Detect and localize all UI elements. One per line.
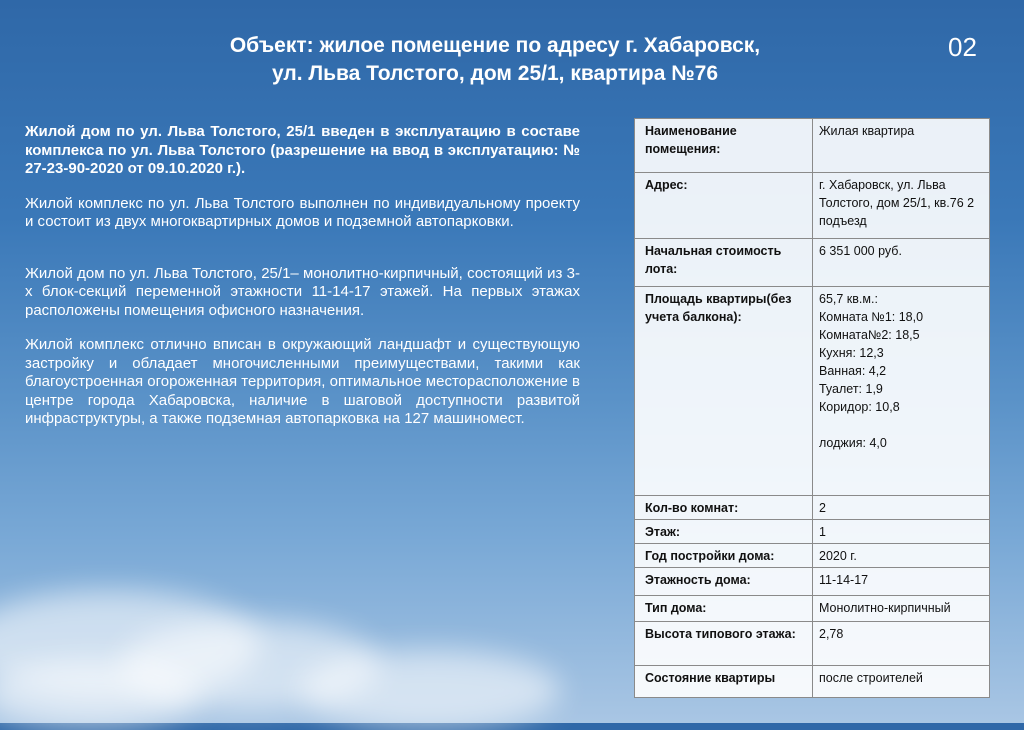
title-line-2: ул. Льва Толстого, дом 25/1, квартира №76 [271,62,719,85]
row-label: Год постройки дома: [635,544,813,568]
table-row [635,287,990,496]
row-value: Монолитно-кирпичный [813,596,990,622]
description-paragraph: Жилой комплекс отлично вписан в окружающий ландшафт и существующую застройку и обладает многочисленными преимуществами, такими как благоустроенная огороженная территория, оптимальное месторасположение в центре города Хабаровска, наличие в шаговой доступности развитой инфраструктуры, а также подземная автопарковка на 127 машиномест. [25,336,580,427]
cloud-decoration [0,660,200,730]
description-block [25,123,580,429]
table-row [635,568,990,596]
area-line: Ванная: 4,2 [819,364,887,378]
table-row [635,239,990,287]
table-row [635,596,990,622]
area-line: Коридор: 10,8 [819,400,900,414]
row-label: Состояние квартиры [635,666,813,698]
row-value: г. Хабаровск, ул. Льва Толстого, дом 25/1, кв.76 2 подъезд [813,173,990,239]
row-value: 2 [813,496,990,520]
table-row [635,496,990,520]
row-value [813,287,990,496]
table-row [635,520,990,544]
row-label: Кол-во комнат: [635,496,813,520]
row-value: 2,78 [813,622,990,666]
row-value: после строителей [813,666,990,698]
slide-number: 02 [948,32,977,62]
description-paragraph: Жилой комплекс по ул. Льва Толстого выполнен по индивидуальному проекту и состоит из двух многоквартирных домов и подземной автопарковки. [25,194,580,230]
table-row [635,622,990,666]
row-value: 6 351 000 руб. [813,239,990,287]
area-line: Комната №1: 18,0 [819,310,924,324]
page-title [110,32,880,88]
row-label: Высота типового этажа: [635,622,813,666]
description-paragraph: Жилой дом по ул. Льва Толстого, 25/1 введен в эксплуатацию в составе комплекса по ул. Льва Толстого (разрешение на ввод в эксплуатацию: № 27-23-90-2020 от 09.10.2020 г.). [25,123,580,177]
area-line: Туалет: 1,9 [819,382,883,396]
row-label: Наименование помещения: [635,119,813,173]
row-value: 2020 г. [813,544,990,568]
table-row [635,173,990,239]
row-label: Площадь квартиры(без учета балкона): [635,287,813,496]
row-label: Тип дома: [635,596,813,622]
row-value: 1 [813,520,990,544]
table-row [635,119,990,173]
area-line [819,416,985,434]
cloud-decoration [300,650,560,730]
description-paragraph: Жилой дом по ул. Льва Толстого, 25/1– монолитно-кирпичный, состоящий из 3-х блок-секций переменной этажности 11-14-17 этажей. На первых этажах расположены помещения офисного назначения. [25,264,580,319]
row-label: Этаж: [635,520,813,544]
area-line: Кухня: 12,3 [819,346,884,360]
area-line: лоджия: 4,0 [819,436,887,450]
property-info-table [634,118,990,698]
row-label: Адрес: [635,173,813,239]
row-value: 11-14-17 [813,568,990,596]
table-row [635,666,990,698]
area-line: Комната№2: 18,5 [819,328,920,342]
title-line-1: Объект: жилое помещение по адресу г. Хабаровск, [229,34,761,57]
row-label: Этажность дома: [635,568,813,596]
area-line: 65,7 кв.м.: [819,292,878,306]
row-label: Начальная стоимость лота: [635,239,813,287]
row-value: Жилая квартира [813,119,990,173]
table-row [635,544,990,568]
